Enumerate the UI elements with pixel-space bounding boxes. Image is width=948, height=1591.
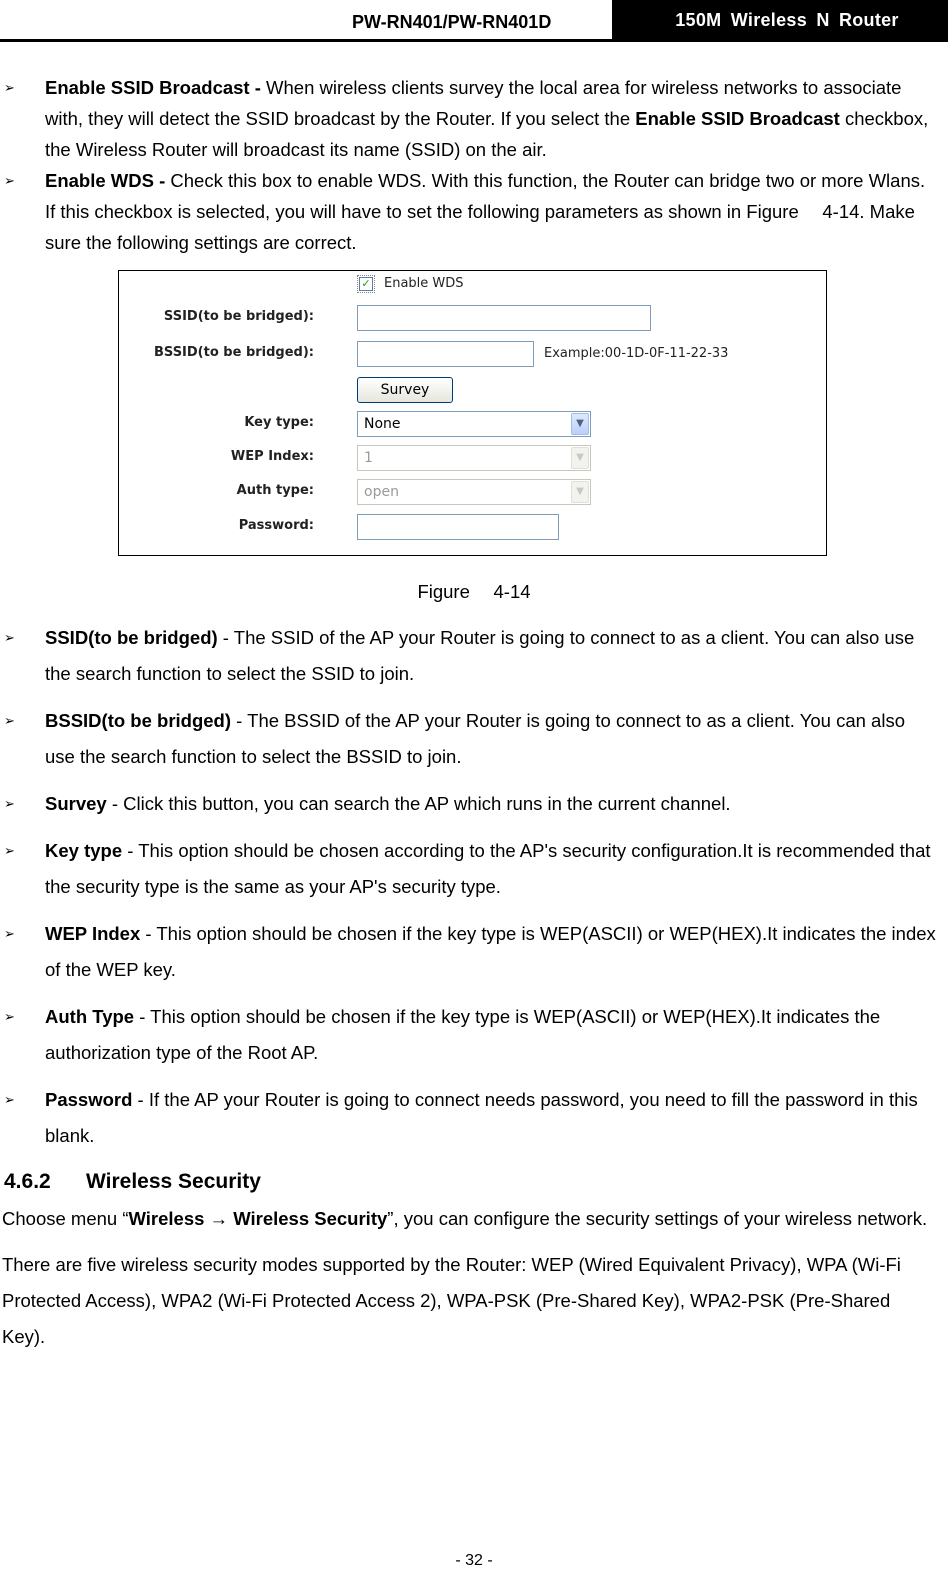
menu-paragraph [0, 1201, 948, 1237]
bullet-arrow-icon: ➢ [4, 1092, 15, 1107]
bssid-row [119, 341, 826, 367]
bullet-term: SSID(to be bridged) [45, 627, 218, 648]
modes-paragraph: There are five wireless security modes supported by the Router: WEP (Wired Equivalent Privacy), WPA (Wi-Fi Protected Access), WPA2 (Wi-Fi Protected Access 2), WPA-PSK (Pre-Shared Key), WPA2-PSK (Pre-Shared Key). [2, 1254, 901, 1347]
bullet-term: Password [45, 1089, 133, 1110]
enable-wds-checkbox[interactable]: ✓ [359, 277, 373, 291]
bullet-text: When wireless clients survey the local area for wireless networks to associate with, they will detect the SSID broadcast by the Router. If you select the [45, 77, 902, 129]
bullet-arrow-icon: ➢ [4, 173, 15, 188]
wep-index-value: 1 [364, 450, 373, 466]
header-model: PW-RN401/PW-RN401D [352, 12, 552, 32]
header-rule [0, 39, 948, 42]
bullet-survey [0, 786, 948, 822]
bullet-text: - This option should be chosen according to the AP's security configuration.It is recommended that the security type is the same as your AP's security type. [45, 840, 931, 897]
chevron-down-icon: ▼ [571, 481, 589, 503]
bssid-label: BSSID(to be bridged): [154, 345, 314, 360]
key-type-select[interactable] [357, 411, 591, 437]
bssid-input[interactable] [357, 341, 534, 367]
bullet-text: - The BSSID of the AP your Router is going to connect to as a client. You can also use the search function to select the BSSID to join. [45, 710, 905, 767]
bullet-text: - This option should be chosen if the key type is WEP(ASCII) or WEP(HEX).It indicates the authorization type of the Root AP. [45, 1006, 881, 1063]
key-type-label: Key type: [244, 415, 314, 430]
wep-index-row [119, 445, 826, 471]
bullet-text: - Click this button, you can search the AP which runs in the current channel. [106, 793, 731, 814]
bullet-auth-type [0, 999, 948, 1071]
bullet-term: Survey [45, 793, 107, 814]
section-number: 4.6.2 [4, 1170, 51, 1193]
wds-settings-figure [118, 270, 827, 556]
figure-caption: Figure 4-14 [417, 581, 531, 602]
key-type-row [119, 411, 826, 437]
menu-path: Wireless → Wireless Security [128, 1208, 388, 1229]
page-header [0, 0, 948, 42]
bullet-term: Enable SSID Broadcast - [45, 77, 261, 98]
wep-index-select [357, 445, 591, 471]
bullet-text: - This option should be chosen if the key type is WEP(ASCII) or WEP(HEX).It indicates the index of the WEP key. [45, 923, 936, 980]
bullet-term: Enable WDS - [45, 170, 166, 191]
bullet-term: BSSID(to be bridged) [45, 710, 232, 731]
password-label: Password: [238, 518, 314, 533]
auth-type-label: Auth type: [236, 483, 314, 498]
bullet-bssid-to-be-bridged [0, 703, 948, 775]
bullet-wep-index [0, 916, 948, 988]
enable-wds-label: Enable WDS [384, 276, 464, 291]
bullet-enable-ssid-broadcast [0, 72, 948, 165]
bullet-arrow-icon: ➢ [4, 926, 15, 941]
ssid-input[interactable] [357, 305, 651, 331]
header-product-tag: 150M Wireless N Router [612, 0, 948, 40]
bullet-arrow-icon: ➢ [4, 843, 15, 858]
section-title: Wireless Security [86, 1170, 261, 1193]
bullet-text: - The SSID of the AP your Router is going to connect to as a client. You can also use the search function to select the SSID to join. [45, 627, 915, 684]
page-content [0, 72, 948, 1355]
bullet-key-type [0, 833, 948, 905]
section-heading [4, 1165, 948, 1199]
bssid-example: Example:00-1D-0F-11-22-33 [544, 346, 729, 361]
menu-post: ”, you can configure the security settings of your wireless network. [387, 1208, 928, 1229]
bullet-text: Check this box to enable WDS. With this function, the Router can bridge two or more Wlans. If this checkbox is selected, you will have to set the following parameters as shown in Figure 4-14. Make sure the following settings are correct. [45, 170, 926, 253]
auth-type-row [119, 479, 826, 505]
bullet-term: Auth Type [45, 1006, 135, 1027]
password-row [119, 514, 826, 540]
auth-type-select [357, 479, 591, 505]
enable-wds-row [119, 275, 826, 301]
page-number: - 32 - [455, 1552, 493, 1569]
bullet-arrow-icon: ➢ [4, 630, 15, 645]
survey-row [119, 377, 826, 403]
password-input[interactable] [357, 514, 559, 540]
bullet-arrow-icon: ➢ [4, 713, 15, 728]
bullet-enable-wds [0, 165, 948, 258]
auth-type-value: open [364, 484, 399, 500]
bullet-password [0, 1082, 948, 1154]
bullet-term: Key type [45, 840, 123, 861]
bullet-arrow-icon: ➢ [4, 80, 15, 95]
key-type-value: None [364, 416, 401, 432]
bullet-ssid-to-be-bridged [0, 620, 948, 692]
chevron-down-icon: ▼ [571, 447, 589, 469]
bullet-term-2: Enable SSID Broadcast [635, 108, 840, 129]
menu-pre: Choose menu “ [2, 1208, 129, 1229]
bullet-arrow-icon: ➢ [4, 796, 15, 811]
chevron-down-icon: ▼ [571, 413, 589, 435]
bullet-text: - If the AP your Router is going to connect needs password, you need to fill the password in this blank. [45, 1089, 918, 1146]
bullet-term: WEP Index [45, 923, 141, 944]
wep-index-label: WEP Index: [230, 449, 314, 464]
bullet-arrow-icon: ➢ [4, 1009, 15, 1024]
ssid-label: SSID(to be bridged): [163, 309, 314, 324]
ssid-row [119, 305, 826, 331]
bullet-text-2: checkbox, the Wireless Router will broadcast its name (SSID) on the air. [45, 108, 929, 160]
survey-button[interactable]: Survey [357, 377, 453, 403]
